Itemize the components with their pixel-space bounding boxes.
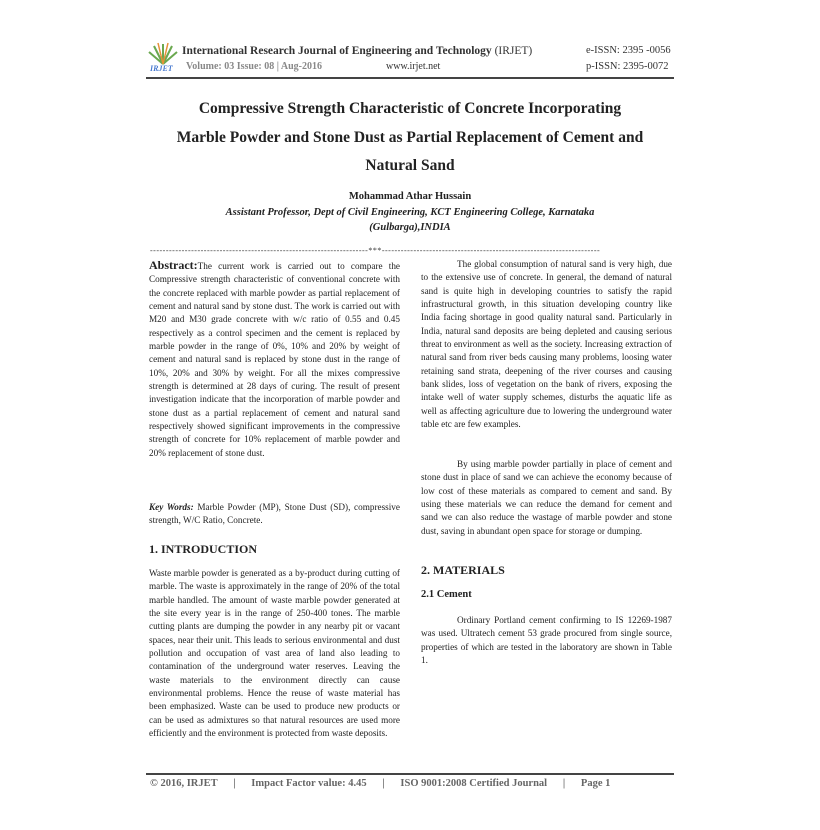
footer-iso: ISO 9001:2008 Certified Journal (400, 778, 548, 789)
footer-sep: | (562, 778, 566, 789)
right-paragraph-1: The global consumption of natural sand is very high, due to the extensive use of concrete. In general, the demand of natural sand is quite high in developing countries to satisfy the rapid infrastructural growth, in this situation developing country like India facing shortage in good quality natural sand. Particularly in India, natural sand deposits are being depleted and causing serious threat to environment as well as the society. Increasing extraction of natural sand from river beds causing many problems, loosing water retaining sand strata, deepening of the river courses and causing bank slides, loss of vegetation on the bank of rivers, exposing the intake well of water supply schemes, disturbs the aquatic life as well as affecting agriculture due to lowering the underground water table etc are few examples. (421, 259, 672, 430)
journal-abbrev: (IRJET) (494, 45, 533, 57)
title-line: Compressive Strength Characteristic of Concrete Incorporating (198, 100, 622, 117)
affiliation-line: (Gulbarga),INDIA (369, 221, 451, 233)
keywords-label: Key Words: (149, 502, 194, 512)
keywords-text: Marble Powder (MP), Stone Dust (SD), compressive strength, W/C Ratio, Concrete. (149, 502, 400, 526)
footer-copyright: © 2016, IRJET (150, 778, 218, 789)
author-name: Mohammad Athar Hussain (348, 191, 472, 202)
page-footer (150, 778, 610, 789)
journal-name (182, 45, 532, 57)
abstract-label: Abstract: (149, 258, 198, 272)
materials-heading: 2. MATERIALS (421, 563, 505, 577)
pissn: p-ISSN: 2395-0072 (586, 61, 669, 72)
page-number: Page 1 (580, 778, 611, 789)
footer-sep: | (233, 778, 236, 789)
volume-issue: Volume: 03 Issue: 08 | Aug-2016 (186, 61, 323, 72)
logo-text: IRJET (150, 64, 173, 73)
paper-title (150, 95, 670, 181)
eissn: e-ISSN: 2395 -0056 (586, 45, 671, 56)
journal-title: International Research Journal of Engineering and Technology (182, 45, 492, 57)
footer-divider (146, 773, 674, 775)
footer-impact-factor: Impact Factor value: 4.45 (251, 778, 367, 789)
section-separator: ---------------------------------------------------------------------***--------------------------------------------------------------------- (150, 246, 601, 255)
footer-sep: | (382, 778, 385, 789)
abstract (149, 259, 400, 460)
title-line: Natural Sand (365, 157, 455, 174)
journal-website[interactable]: www.irjet.net (386, 61, 441, 72)
header-divider (146, 77, 674, 79)
affiliation-line: Assistant Professor, Dept of Civil Engineering, KCT Engineering College, Karnataka (225, 207, 595, 218)
keywords (149, 501, 400, 528)
author-affiliation (150, 206, 670, 235)
cement-text: Ordinary Portland cement confirming to IS 12269-1987 was used. Ultratech cement 53 grade procured from single source, properties of which are tested in the laboratory are shown in Table 1. (421, 615, 672, 666)
title-line: Marble Powder and Stone Dust as Partial Replacement of Cement and (176, 128, 644, 146)
right-paragraph-2: By using marble powder partially in place of cement and stone dust in place of sand we can achieve the economy because of low cost of these materials as compared to cement and sand. By using these materials we can reduce the demand for cement and sand we can also reduce the wastage of marble powder and stone dust, saving in abundant open space for storage or dumping. (421, 459, 672, 536)
cement-heading: 2.1 Cement (421, 589, 472, 600)
intro-heading: 1. INTRODUCTION (149, 542, 258, 556)
intro-text: Waste marble powder is generated as a by-product during cutting of marble. The waste is approximately in the range of 20% of the total marble handled. The amount of waste marble powder generated at the site every year is in the range of 250-400 tones. The marble cutting plants are dumping the powder in any nearby pit or vacant spaces, near their unit. This leads to serious environmental and dust pollution and occupation of vast area of land also leading to contamination of the underground water reserves. Leaving the waste materials to the environment directly can cause environmental problems. Hence the reuse of waste material has been emphasized. Waste can be used to produce new products or can be used as admixtures so that natural resources are used more efficiently and the environment is protected from waste deposits. (149, 568, 400, 739)
abstract-text: The current work is carried out to compare the Compressive strength characteristic of conventional concrete with the concrete replaced with marble powder as partial replacement of cement and natural sand by stone dust. The work is carried out with M20 and M30 grade concrete with w/c ratio of 0.55 and 0.45 respectively as a control specimen and the cement is replaced by marble powder in the range of 0%, 10% and 20% by weight of cement and natural sand is replaced by stone dust in the range of 10%, 20% and 30% by weight. For all the mixes compressive strength is determined at 28 days of curing. The result of present investigation indicate that the incorporation of marble powder and stone dust as a partial replacement of cement and natural sand respectively showed significant improvements in the compressive strength of concrete for 10% replacement of marble powder and 20% replacement of stone dust. (149, 261, 400, 458)
